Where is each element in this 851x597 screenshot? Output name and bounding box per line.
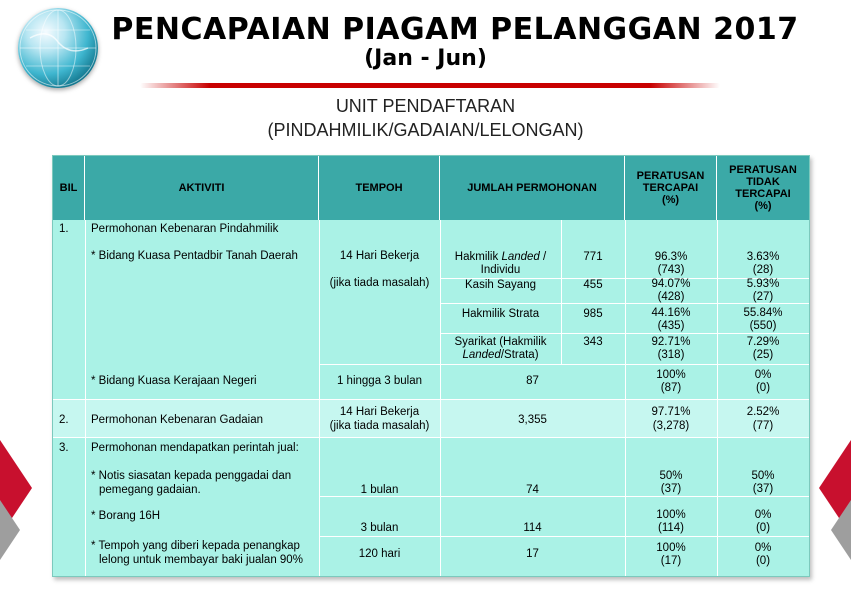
activity-sub-line2: pemegang gadaian. xyxy=(99,484,201,496)
activity-sub-line2: lelong untuk membayar baki jualan 90% xyxy=(99,554,303,566)
page-subtitle: (Jan - Jun) xyxy=(364,46,487,71)
grid-line xyxy=(319,536,809,537)
application-count: 343 xyxy=(583,336,603,348)
percent-not-achieved: 3.63% xyxy=(746,251,780,263)
count-not-achieved: (0) xyxy=(755,382,771,394)
header-tercapai: PERATUSAN TERCAPAI (%) xyxy=(625,156,717,220)
count-achieved: (318) xyxy=(657,349,685,361)
application-count: 114 xyxy=(523,522,542,534)
tempoh-text: 14 Hari Bekerja xyxy=(339,250,420,262)
category-label-line2: Individu xyxy=(480,264,521,276)
category-label: Hakmilik Landed / xyxy=(454,251,547,263)
title-divider xyxy=(140,83,720,88)
tempoh-note: (jika tiada masalah) xyxy=(329,420,430,432)
tempoh-text: 14 Hari Bekerja xyxy=(339,406,420,418)
count-achieved: (3,278) xyxy=(652,420,690,432)
tempoh-text: 3 bulan xyxy=(360,522,399,534)
percent-not-achieved: 0% xyxy=(754,509,772,521)
activity-title: Permohonan Kebenaran Pindahmilik xyxy=(91,223,279,235)
header-aktiviti: AKTIVITI xyxy=(85,156,319,220)
count-achieved: (428) xyxy=(657,291,685,303)
row-number: 3. xyxy=(59,442,69,454)
row-number: 2. xyxy=(59,414,69,426)
activity-title: Permohonan mendapatkan perintah jual: xyxy=(91,442,299,454)
count-not-achieved: (27) xyxy=(752,291,774,303)
achievement-table xyxy=(52,155,810,577)
count-achieved: (17) xyxy=(660,555,682,567)
application-count: 3,355 xyxy=(518,414,547,426)
table-header-row xyxy=(53,156,809,220)
corner-decoration-right-small xyxy=(831,500,851,560)
count-not-achieved: (77) xyxy=(752,420,774,432)
count-achieved: (743) xyxy=(657,264,685,276)
category-label: Kasih Sayang xyxy=(465,279,536,291)
count-not-achieved: (550) xyxy=(749,320,777,332)
percent-not-achieved: 0% xyxy=(754,369,772,381)
percent-achieved: 100% xyxy=(656,542,686,554)
percent-achieved: 50% xyxy=(659,470,683,482)
percent-achieved: 92.71% xyxy=(651,336,691,348)
application-count: 17 xyxy=(526,548,539,560)
percent-achieved: 94.07% xyxy=(651,278,691,290)
count-not-achieved: (25) xyxy=(752,349,774,361)
count-achieved: (37) xyxy=(660,483,682,495)
percent-not-achieved: 0% xyxy=(754,542,772,554)
grid-line xyxy=(85,220,86,576)
activity-sub: * Bidang Kuasa Kerajaan Negeri xyxy=(91,375,257,387)
count-not-achieved: (0) xyxy=(755,555,771,567)
application-count: 74 xyxy=(526,484,539,496)
grid-line xyxy=(440,333,809,334)
percent-not-achieved: 7.29% xyxy=(746,336,780,348)
header-tempoh: TEMPOH xyxy=(319,156,440,220)
grid-line xyxy=(53,399,809,400)
application-count: 87 xyxy=(526,375,539,387)
percent-achieved: 97.71% xyxy=(651,406,691,418)
activity-sub: * Bidang Kuasa Pentadbir Tanah Daerah xyxy=(91,250,298,262)
percent-achieved: 100% xyxy=(656,369,686,381)
percent-achieved: 100% xyxy=(656,509,686,521)
tempoh-note: (jika tiada masalah) xyxy=(329,277,430,289)
percent-achieved: 96.3% xyxy=(654,251,688,263)
application-count: 985 xyxy=(583,308,603,320)
activity-sub: * Tempoh yang diberi kepada penangkap xyxy=(91,540,300,552)
corner-decoration-left-small xyxy=(0,500,20,560)
application-count: 771 xyxy=(583,251,603,263)
count-achieved: (435) xyxy=(657,320,685,332)
count-not-achieved: (37) xyxy=(752,483,774,495)
count-achieved: (87) xyxy=(660,382,682,394)
percent-achieved: 44.16% xyxy=(651,307,691,319)
activity-title: Permohonan Kebenaran Gadaian xyxy=(91,414,263,426)
category-label-line2: Landed/Strata) xyxy=(462,349,539,361)
category-label: Hakmilik Strata xyxy=(461,308,540,320)
row-number: 1. xyxy=(59,223,69,235)
header-bil: BIL xyxy=(53,156,85,220)
grid-line xyxy=(319,364,809,365)
count-not-achieved: (0) xyxy=(755,522,771,534)
tempoh-text: 120 hari xyxy=(358,548,401,560)
percent-not-achieved: 2.52% xyxy=(746,406,780,418)
category-label: Syarikat (Hakmilik xyxy=(454,336,547,348)
page-title: PENCAPAIAN PIAGAM PELANGGAN 2017 xyxy=(111,12,799,47)
grid-line xyxy=(53,437,809,438)
tempoh-text: 1 bulan xyxy=(360,484,399,496)
activity-sub: * Borang 16H xyxy=(91,510,161,522)
unit-subheading: (PINDAHMILIK/GADAIAN/LELONGAN) xyxy=(267,120,584,140)
percent-not-achieved: 55.84% xyxy=(743,307,783,319)
header-jumlah: JUMLAH PERMOHONAN xyxy=(440,156,625,220)
tempoh-text: 1 hingga 3 bulan xyxy=(336,375,423,387)
percent-not-achieved: 5.93% xyxy=(746,278,780,290)
unit-heading: UNIT PENDAFTARAN xyxy=(335,96,516,116)
application-count: 455 xyxy=(583,279,603,291)
header-tidak-tercapai: PERATUSAN TIDAK TERCAPAI (%) xyxy=(729,164,797,212)
count-not-achieved: (28) xyxy=(752,264,774,276)
count-achieved: (114) xyxy=(658,522,684,534)
activity-sub: * Notis siasatan kepada penggadai dan xyxy=(91,470,292,482)
percent-not-achieved: 50% xyxy=(751,470,775,482)
